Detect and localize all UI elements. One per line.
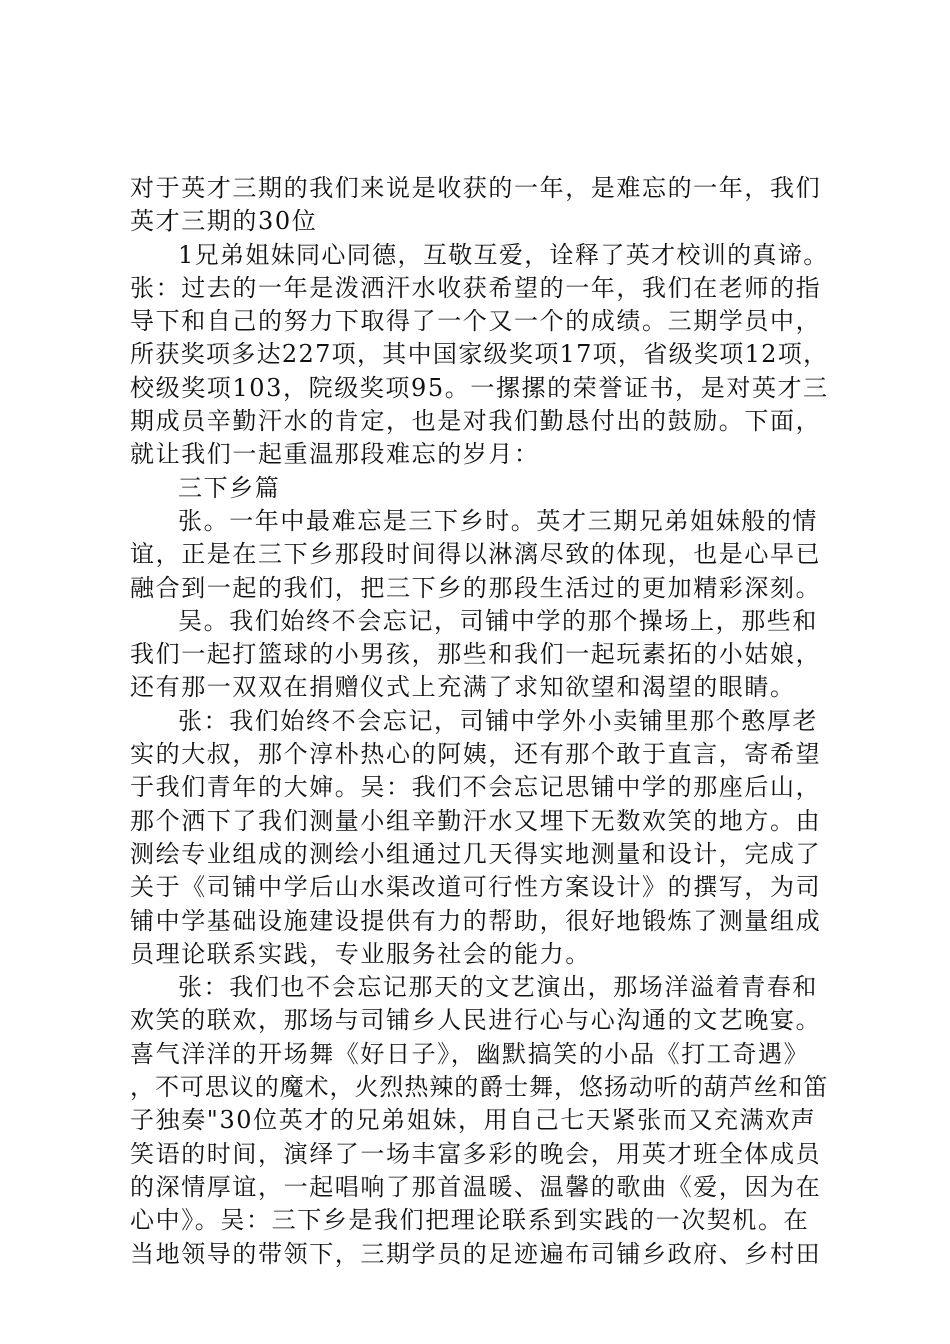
text-line: ，不可思议的魔术，火烈热辣的爵士舞，悠扬动听的葫芦丝和笛 (130, 1073, 829, 1102)
text-line: 张：过去的一年是泼洒汗水收获希望的一年，我们在老师的指 (130, 273, 822, 302)
text-line: 笑语的时间，演绎了一场丰富多彩的晚会，用英才班全体成员 (130, 1139, 822, 1168)
text-line: 实的大叔，那个淳朴热心的阿姨，还有那个敢于直言，寄希望 (130, 740, 822, 769)
text-line: 心中》。吴：三下乡是我们把理论联系到实践的一次契机。在 (130, 1206, 810, 1235)
text-line: 员理论联系实践，专业服务社会的能力。 (130, 939, 591, 968)
text-line: 子独奏"30位英才的兄弟姐妹，用自己七天紧张而又充满欢声 (130, 1106, 817, 1135)
text-line: 英才三期的30位 (130, 207, 318, 236)
text-line: 的深情厚谊，一起唱响了那首温暖、温馨的歌曲《爱，因为在 (130, 1172, 822, 1201)
text-line: 就让我们一起重温那段难忘的岁月： (130, 440, 540, 469)
text-line: 吴。我们始终不会忘记，司铺中学的那个操场上，那些和 (178, 606, 818, 635)
text-line: 张：我们始终不会忘记，司铺中学外小卖铺里那个憨厚老 (178, 706, 818, 735)
document-body (130, 172, 830, 1271)
text-line: 测绘专业组成的测绘小组通过几天得实地测量和设计，完成了 (130, 839, 822, 868)
text-line: 于我们青年的大婶。吴：我们不会忘记思铺中学的那座后山， (130, 773, 822, 802)
text-line: 我们一起打篮球的小男孩，那些和我们一起玩素拓的小姑娘， (130, 640, 822, 669)
text-line: 关于《司铺中学后山水渠改道可行性方案设计》的撰写，为司 (130, 873, 822, 902)
text-line: 所获奖项多达227项，其中国家级奖项17项，省级奖项12项， (130, 340, 829, 369)
text-line: 还有那一双双在捐赠仪式上充满了求知欲望和渴望的眼睛。 (130, 673, 796, 702)
text-line: 三下乡篇 (178, 473, 281, 502)
text-line: 谊，正是在三下乡那段时间得以淋漓尽致的体现，也是心早已 (130, 540, 822, 569)
text-line: 融合到一起的我们，把三下乡的那段生活过的更加精彩深刻。 (130, 573, 822, 602)
text-line: 铺中学基础设施建设提供有力的帮助，很好地锻炼了测量组成 (130, 906, 822, 935)
text-line: 那个洒下了我们测量小组辛勤汗水又埋下无数欢笑的地方。由 (130, 806, 822, 835)
text-line: 1兄弟姐妹同心同德，互敬互爱，诠释了英才校训的真谛。 (178, 240, 829, 269)
text-line: 对于英才三期的我们来说是收获的一年，是难忘的一年，我们 (130, 174, 822, 202)
text-line: 导下和自己的努力下取得了一个又一个的成绩。三期学员中， (130, 307, 822, 336)
text-line: 欢笑的联欢，那场与司铺乡人民进行心与心沟通的文艺晚宴。 (130, 1006, 822, 1035)
text-line: 喜气洋洋的开场舞《好日子》，幽默搞笑的小品《打工奇遇》 (130, 1039, 810, 1068)
text-line: 当地领导的带领下，三期学员的足迹遍布司铺乡政府、乡村田 (130, 1239, 822, 1268)
text-line: 期成员辛勤汗水的肯定，也是对我们勤恳付出的鼓励。下面， (130, 407, 822, 436)
text-line: 张。一年中最难忘是三下乡时。英才三期兄弟姐妹般的情 (178, 506, 818, 535)
text-line: 校级奖项103，院级奖项95。一摞摞的荣誉证书，是对英才三 (130, 373, 829, 402)
text-line: 张：我们也不会忘记那天的文艺演出，那场洋溢着青春和 (178, 973, 818, 1002)
